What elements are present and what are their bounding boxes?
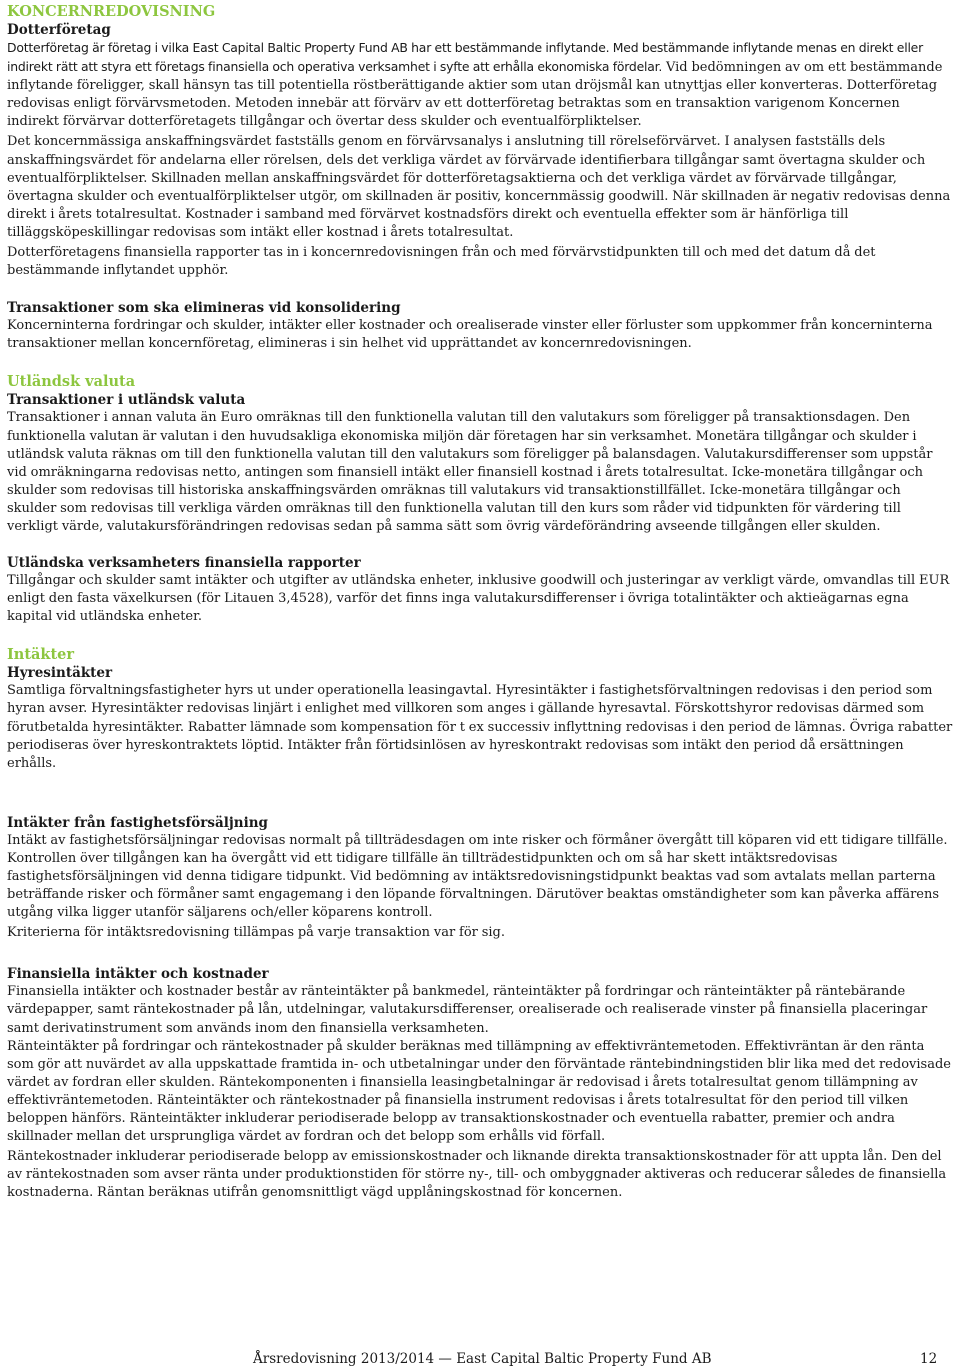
subtitle-fastighetsforsaljning: Intäkter från fastighetsförsäljning xyxy=(7,814,268,831)
subtitle-finansiella-intakter: Finansiella intäkter och kostnader xyxy=(7,966,269,983)
paragraph-utlandsk-valuta: Transaktioner i annan valuta än Euro omräknas till den funktionella valutan till den valutakurs som föreligger på transaktionsdagen. Den funktionella valutan är valutan i den huvudsakliga ekonomiska miljön där företagen har sin verksamhet. Monetära tillgångar och skulder i utländsk valuta räknas om till den funktionella valutan till den valutakurs som föreligger på balansdagen. Valutakursdifferenser som uppstår vid omräkningarna redovisas netto, antingen som finansiell intäkt eller finansiell kostnad i årets totalresultat. Icke-monetära tillgångar och skulder som redovisas till historiska anskaffningsvärden omräknas till valutakurs vid transaktionstillfället. Icke-monetära tillgångar och skulder som redovisas till verkliga värden omräknas till den funktionella valutan till den kurs som råder vid tidpunkten för värdering till verkligt värde, valutakursförändringen redovisas sedan på samma sätt som övrig värdeförändring avseende tillgången eller skulden. xyxy=(7,410,933,534)
paragraph-eliminering: Koncerninterna fordringar och skulder, intäkter eller kostnader och orealiserade vinster eller förluster som uppkommer från koncerninterna transaktioner mellan koncernföretag, elimineras i sin helhet vid upprättandet av koncernredovisningen. xyxy=(7,318,933,352)
paragraph-hyresintakter: Samtliga förvaltningsfastigheter hyrs ut under operationella leasingavtal. Hyresintäkter i fastighetsförvaltningen redovisas i den period som hyran avser. Hyresintäkter redovisas linjärt i enlighet med villkoren som anges i gällande hyresavtal. Förskottshyror redovisas därmed som förutbetalda hyresintäkter. Rabatter lämnade som kompensation för t ex successiv inflyttning redovisas i den period de lämnas. Övriga rabatter periodiseras över hyreskontraktets löptid. Intäkter från förtidsinlösen av hyreskontrakt redovisas som intäkt den period då ersättningen erhålls. xyxy=(7,683,953,771)
subtitle-eliminering: Transaktioner som ska elimineras vid konsolidering xyxy=(7,300,401,317)
paragraph-effektivranta: Ränteintäkter på fordringar och räntekostnader på skulder beräknas med tillämpning av effektivräntemetoden. Effektivräntan är den ränta som gör att nuvärdet av alla uppskattade framtida in- och utbetalningar under den förväntade räntebindningstiden blir lika med det redovisade värdet av fordran eller skulden. Räntekomponenten i finansiella leasingbetalningar är redovisad i årets totalresultat genom tillämpning av effektivräntemetoden. Ränteintäkter och räntekostnader på finansiella instrument redovisas i årets totalresultat för den period till vilken beloppen hänförs. Ränteintäkter inkluderar periodiserade belopp av transaktionskostnader och eventuella rabatter, premier och andra skillnader mellan det ursprungliga värdet av fordran och det belopp som erhålls vid förfall. xyxy=(7,1038,951,1145)
page-footer xyxy=(0,1349,960,1369)
paragraph-kriterier: Kriterierna för intäktsredovisning tillämpas på varje transaktion var för sig. xyxy=(7,925,505,941)
footer-title: Årsredovisning 2013/2014 — East Capital Baltic Property Fund AB xyxy=(253,1351,712,1367)
paragraph-dotterforetag xyxy=(7,39,953,131)
paragraph-rantekostnader: Räntekostnader inkluderar periodiserade belopp av emissionskostnader och liknande direkta transaktionskostnader för att uppta lån. Den del av räntekostnaden som avser ränta under produktionstiden för större ny-, till- och ombyggnader aktiveras och reducerar således de finansiella kostnaderna. Räntan beräknas utifrån genomsnittligt vägd upplåningskostnad för koncernen. xyxy=(7,1149,947,1201)
page-number: 12 xyxy=(920,1351,938,1367)
section-title-intakter: Intäkter xyxy=(7,646,75,664)
paragraph-finansiella-rapporter: Dotterföretagens finansiella rapporter tas in i koncernredovisningen från och med förvärvstidpunkten till och med det datum då det bestämmande inflytandet upphör. xyxy=(7,245,876,279)
subtitle-hyresintakter: Hyresintäkter xyxy=(7,665,113,682)
subtitle-transaktioner-utlandsk-valuta: Transaktioner i utländsk valuta xyxy=(7,392,246,409)
paragraph-part: Metoden innebär att förvärv av ett dotterföretag betraktas som en transaktion varigenom Koncernen indirekt förvärvar dotterföretagets tillgångar och övertar dess skulder och eventualförpliktelser. xyxy=(7,96,900,130)
section-title-koncernredovisning: KONCERNREDOVISNING xyxy=(7,3,216,20)
paragraph-part: Dotterföretag är företag i vilka East Capital Baltic Property Fund AB har ett bestämmande inflytande. Med bestämmande inflytande menas en direkt eller indirekt rätt att styra ett företags finansiella och operativa verksamhet i syfte att erhålla ekonomiska fördelar. xyxy=(7,40,923,75)
document-page xyxy=(7,3,953,1203)
paragraph-fastighetsforsaljning: Intäkt av fastighetsförsäljningar redovisas normalt på tillträdesdagen om inte risker och förmåner övergått till köparen vid ett tidigare tillfälle. Kontrollen över tillgången kan ha övergått vid ett tidigare tillfälle än tillträdestidpunkten och om så har skett intäktsredovisas fastighetsförsäljningen vid denna tidigare tidpunkt. Vid bedömning av intäktsredovisningstidpunkt beaktas vad som avtalats mellan parterna beträffande risker och förmåner samt engagemang i den löpande förvaltningen. Därutöver beaktas omständigheter som kan påverka affärens utgång vilka ligger utanför säljarens och/eller köparens kontroll. xyxy=(7,832,948,921)
subtitle-utlandska-verksamheter: Utländska verksamheters finansiella rapporter xyxy=(7,555,361,572)
subtitle-dotterforetag: Dotterföretag xyxy=(7,22,111,38)
paragraph-finansiella-intakter: Finansiella intäkter och kostnader består av ränteintäkter på bankmedel, ränteintäkter på fordringar och ränteintäkter på räntebärande värdepapper, samt räntekostnader på lån, utdelningar, valutakursdifferenser, orealiserade och realiserade vinster på finansiella placeringar samt derivatinstrument som används inom den finansiella verksamheten. xyxy=(7,984,928,1036)
paragraph-utlandska-verksamheter: Tillgångar och skulder samt intäkter och utgifter av utländska enheter, inklusive goodwill och justeringar av verkligt värde, omvandlas till EUR enligt den fasta växelkursen (för Litauen 3,4528), varför det finns inga valutakursdifferenser i övriga totalintäkter och aktieägarnas egna kapital vid utländska enheter. xyxy=(7,573,950,625)
paragraph-part: Vid bedömningen av om ett bestämmande inflytande föreligger, skall hänsyn tas till potentiella röstberättigande aktier som utan dröjsmål kan utnyttjas eller konverteras. Dotterföretag redovisas enligt förvärvsmetoden. xyxy=(7,60,943,112)
paragraph-anskaffningsvarde: Det koncernmässiga anskaffningsvärdet fastställs genom en förvärvsanalys i anslutning till rörelseförvärvet. I analysen fastställs dels anskaffningsvärdet för andelarna eller rörelsen, dels det verkliga värdet av förvärvade identifierbara tillgångar samt övertagna skulder och eventualförpliktelser. Skillnaden mellan anskaffningsvärdet för dotterföretagsaktierna och det verkliga värdet av förvärvade tillgångar, övertagna skulder och eventualförpliktelser utgör, om skillnaden är positiv, koncernmässig goodwill. När skillnaden är negativ redovisas denna direkt i årets totalresultat. Kostnader i samband med förvärvet kostnadsförs direkt och eventuella effekter som är hänförliga till tilläggsköpeskillingar redovisas som intäkt eller kostnad i årets totalresultat. xyxy=(7,134,951,240)
section-title-utlandsk-valuta: Utländsk valuta xyxy=(7,373,136,391)
